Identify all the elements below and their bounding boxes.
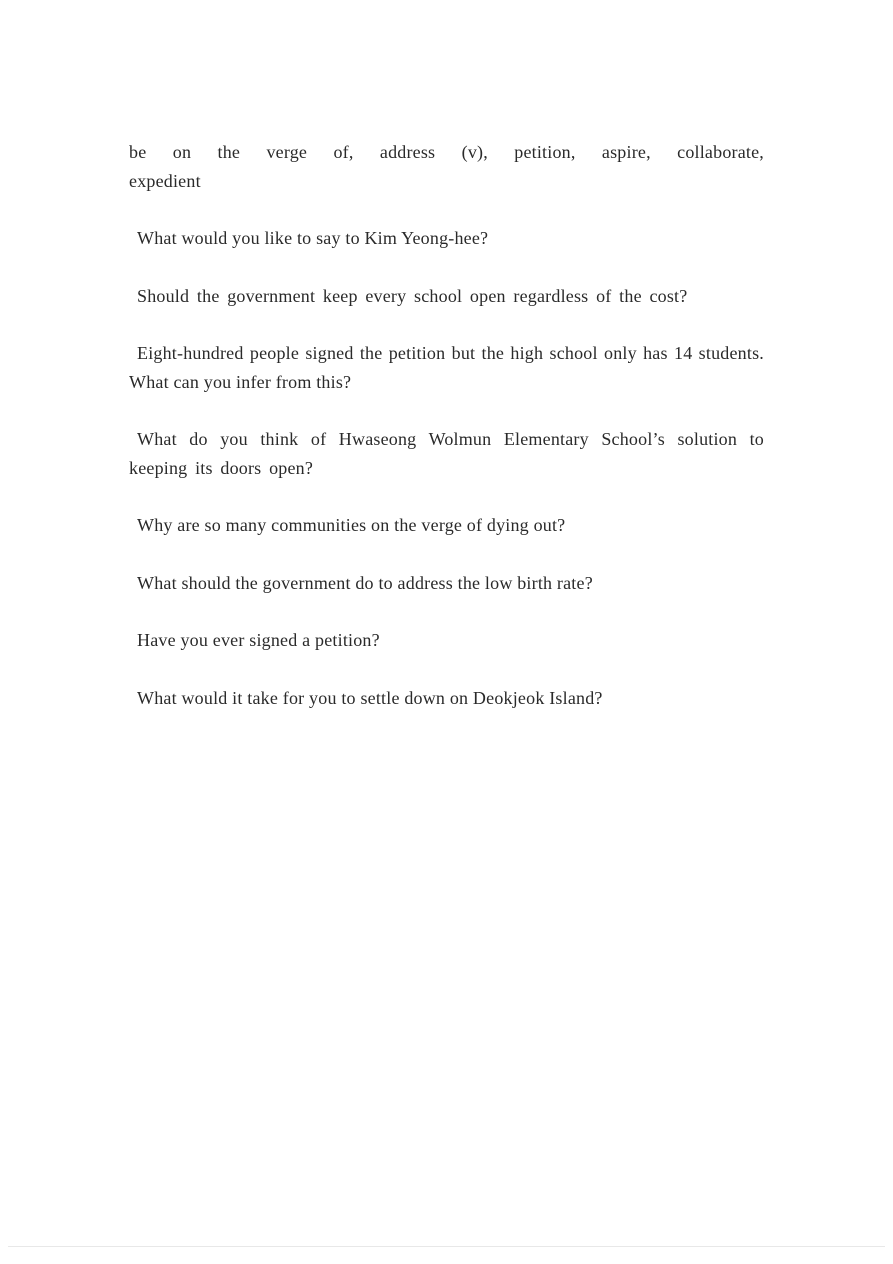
question-5: Why are so many communities on the verge of dying out? xyxy=(137,515,566,535)
question-7: Have you ever signed a petition? xyxy=(137,630,380,650)
question-8: What would it take for you to settle down on Deokjeok Island? xyxy=(137,687,603,708)
question-2: Should the government keep every school open regardless of the cost? xyxy=(137,285,688,306)
vocabulary-list: be on the verge of, address (v), petition, aspire, collaborate, expedient xyxy=(129,142,764,191)
question-4: What do you think of Hwaseong Wolmun Elementary School’s solution to keeping its doors open? xyxy=(129,429,764,478)
page-content xyxy=(129,138,764,741)
question-3: Eight-hundred people signed the petition but the high school only has 14 students. What can you infer from this? xyxy=(129,343,764,392)
question-1: What would you like to say to Kim Yeong-hee? xyxy=(137,228,489,248)
question-6: What should the government do to address the low birth rate? xyxy=(137,572,593,593)
scan-edge-line xyxy=(8,1246,885,1247)
